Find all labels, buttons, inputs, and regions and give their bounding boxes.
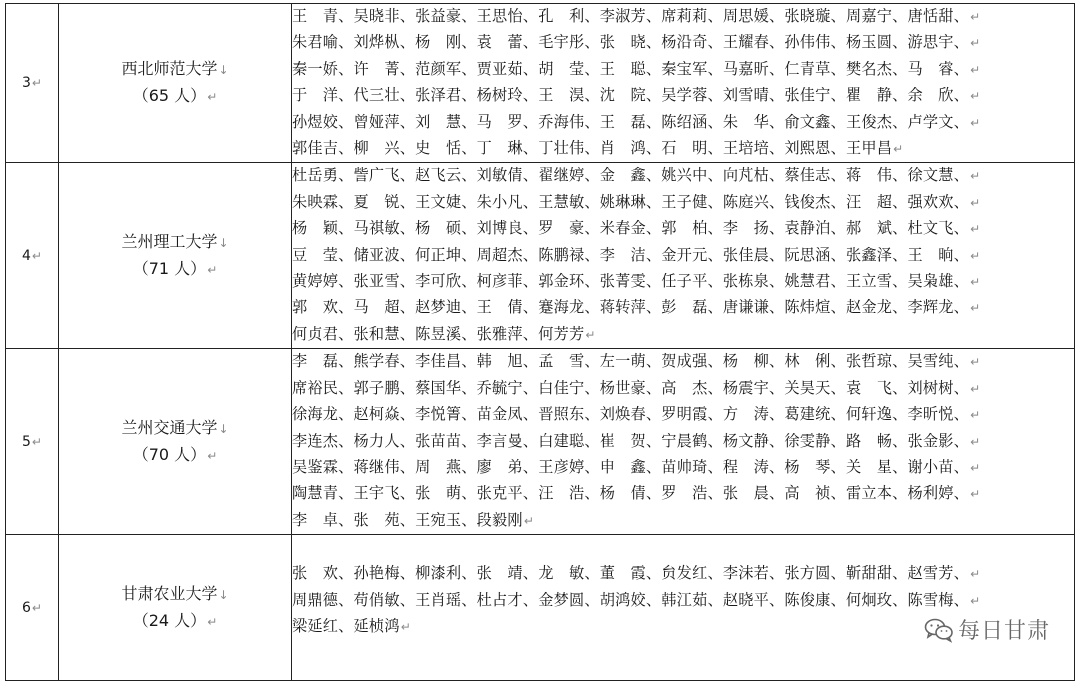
paragraph-mark: ↵ <box>970 222 981 237</box>
paragraph-mark: ↵ <box>585 327 596 342</box>
names-text: 豆 莹、储亚波、何正坤、周超杰、陈鹏禄、李 洁、金开元、张佳晨、阮思涵、张鑫泽、王 晌、 <box>292 245 970 264</box>
paragraph-mark: ↵ <box>970 248 981 263</box>
paragraph-mark: ↵ <box>970 381 981 396</box>
names-text: 席裕民、郭子鹏、蔡国华、乔毓宁、白佳宁、杨世豪、高 杰、杨震宇、关昊天、袁 飞、刘树树、 <box>292 378 970 397</box>
table-row <box>6 163 1075 349</box>
paragraph-mark: ↵ <box>207 614 218 629</box>
paragraph-mark: ↵ <box>970 460 981 475</box>
paragraph-mark: ↵ <box>970 301 981 316</box>
paragraph-mark: ↵ <box>970 434 981 449</box>
university-cell <box>59 163 292 349</box>
paragraph-mark: ↵ <box>970 355 981 370</box>
names-line <box>292 110 1074 136</box>
names-line <box>292 481 1074 507</box>
names-cell <box>292 349 1075 535</box>
names-text: 孙煜姣、曾娅萍、刘 慧、马 罗、乔海伟、王 磊、陈绍涵、朱 华、俞文鑫、王俊杰、卢学文、 <box>292 112 970 131</box>
paragraph-mark: ↵ <box>31 248 42 263</box>
wechat-icon <box>924 617 954 643</box>
paragraph-mark: ↵ <box>970 408 981 423</box>
names-text: 李连杰、杨力人、张苗苗、李言曼、白建聪、崔 贺、宁晨鹤、杨文静、徐雯静、路 畅、张金影、 <box>292 431 970 450</box>
row-number-cell <box>6 4 59 163</box>
student-count: （71 人） <box>132 258 207 278</box>
names-text: 朱君喻、刘烨枞、杨 刚、袁 蕾、毛宇彤、张 晓、杨沿奇、王耀春、孙伟伟、杨玉圆、游思宇、 <box>292 33 970 52</box>
paragraph-mark: ↵ <box>523 513 535 528</box>
paragraph-mark: ↵ <box>893 142 904 157</box>
paragraph-mark: ↵ <box>207 448 218 463</box>
university-name: 兰州理工大学 <box>121 231 218 251</box>
names-text: 王 青、吴晓非、张益豪、王思怡、孔 利、李淑芳、席莉莉、周思媛、张晓璇、周嘉宁、唐恬甜、 <box>292 7 970 25</box>
row-number: 3 <box>22 75 31 92</box>
paragraph-mark: ↵ <box>31 434 42 449</box>
names-text: 秦一娇、许 菁、范颜军、贾亚茹、胡 莹、王 聪、秦宝军、马嘉昕、仁青草、樊名杰、马 睿、 <box>292 59 970 78</box>
names-text: 徐海龙、赵柯焱、李悦箐、苗金凤、晋照东、刘焕春、罗明霞、方 涛、葛建统、何轩逸、李昕悦、 <box>292 405 970 424</box>
university-cell <box>59 4 292 163</box>
paragraph-mark: ↵ <box>970 10 981 24</box>
paragraph-mark: ↵ <box>400 619 411 634</box>
table-row <box>6 535 1075 681</box>
line-break-mark: ↓ <box>218 63 229 78</box>
names-line <box>292 4 1074 30</box>
names-text: 吴鉴霖、蒋继伟、周 燕、廖 弟、王彦婷、申 鑫、苗帅琦、程 涛、杨 琴、关 星、谢小苗、 <box>292 457 970 476</box>
student-count: （70 人） <box>132 444 207 464</box>
names-line <box>292 588 1074 614</box>
row-number-cell <box>6 535 59 681</box>
university-name: 兰州交通大学 <box>121 417 218 437</box>
university-cell <box>59 349 292 535</box>
names-line <box>292 57 1074 83</box>
names-line <box>292 295 1074 321</box>
names-cell <box>292 535 1075 681</box>
row-number: 6 <box>22 599 31 616</box>
university-name: 西北师范大学 <box>121 59 218 79</box>
names-line <box>292 190 1074 216</box>
watermark-text: 每日甘肃 <box>957 619 1050 644</box>
names-text: 周鼎德、苟俏敏、王肖瑶、杜占才、金梦圆、胡鸿姣、韩江茹、赵晓平、陈俊康、何炯玫、陈雪梅、 <box>292 590 970 609</box>
paragraph-mark: ↵ <box>31 76 42 91</box>
student-count: （24 人） <box>132 610 207 630</box>
names-text: 杨 颖、马祺敏、杨 硕、刘博良、罗 豪、米春金、郭 柏、李 扬、袁静泊、郝 斌、杜文飞、 <box>292 219 970 238</box>
paragraph-mark: ↵ <box>970 593 981 608</box>
university-name: 甘肃农业大学 <box>121 583 218 603</box>
row-number: 4 <box>22 247 31 264</box>
names-text: 梁延红、延桢鸿 <box>292 616 400 635</box>
university-cell <box>59 535 292 681</box>
paragraph-mark: ↵ <box>207 90 218 105</box>
names-text: 郭佳吉、柳 兴、史 恬、丁 琳、丁壮伟、肖 鸿、石 明、王培培、刘熙恩、王甲昌 <box>292 139 893 158</box>
watermark <box>924 614 1050 645</box>
line-break-mark: ↓ <box>218 235 229 250</box>
paragraph-mark: ↵ <box>207 262 218 277</box>
paragraph-mark: ↵ <box>970 115 981 130</box>
names-cell <box>292 163 1075 349</box>
row-number: 5 <box>22 433 31 450</box>
paragraph-mark: ↵ <box>970 62 981 77</box>
roster-table <box>5 3 1075 681</box>
roster-body <box>6 4 1075 681</box>
names-line <box>292 83 1074 109</box>
names-text: 于 洋、代三壮、张泽君、杨树玲、王 淏、沈 院、吴学蓉、刘雪晴、张佳宁、瞿 静、余 欣、 <box>292 86 970 105</box>
row-number-cell <box>6 349 59 535</box>
names-line <box>292 349 1074 375</box>
names-text: 何贞君、张和慧、陈昱溪、张雅萍、何芳芳 <box>292 324 585 343</box>
row-number-cell <box>6 163 59 349</box>
names-text: 张 欢、孙艳梅、柳漆利、张 靖、龙 敏、董 霞、贠发红、李沫若、张方圆、靳甜甜、赵雪芳、 <box>292 564 970 583</box>
names-line <box>292 322 1074 348</box>
names-text: 李 卓、张 苑、王宛玉、段毅刚 <box>292 510 523 529</box>
names-text: 朱映霖、夏 锐、王文婕、朱小凡、王慧敏、姚琳琳、王子健、陈庭兴、钱俊杰、汪 超、强欢欢、 <box>292 192 970 211</box>
paragraph-mark: ↵ <box>970 195 981 210</box>
student-count: （65 人） <box>132 86 207 106</box>
names-line <box>292 455 1074 481</box>
names-line <box>292 30 1074 56</box>
names-line <box>292 216 1074 242</box>
names-text: 陶慧青、王宇飞、张 萌、张克平、汪 浩、杨 倩、罗 浩、张 晨、高 祯、雷立本、杨利婷、 <box>292 484 970 503</box>
line-break-mark: ↓ <box>218 421 229 436</box>
names-line <box>292 508 1074 534</box>
names-text: 杜岳勇、訾广飞、赵飞云、刘敏倩、翟继婷、金 鑫、姚兴中、向芃枯、蔡佳志、蒋 伟、徐文慧、 <box>292 166 970 185</box>
names-line <box>292 429 1074 455</box>
paragraph-mark: ↵ <box>970 169 981 184</box>
names-text: 郭 欢、马 超、赵梦迪、王 倩、蹇海龙、蒋转萍、彭 磊、唐谦谦、陈炜煊、赵金龙、李辉龙、 <box>292 298 970 317</box>
paragraph-mark: ↵ <box>970 275 981 290</box>
paragraph-mark: ↵ <box>970 89 981 104</box>
paragraph-mark: ↵ <box>970 36 981 51</box>
names-text: 黄婷婷、张亚雪、李可欣、柯彦菲、郭金环、张菁雯、任子平、张栋泉、姚慧君、王立雪、吴枭雄、 <box>292 272 970 291</box>
paragraph-mark: ↵ <box>970 567 981 582</box>
names-line <box>292 136 1074 162</box>
names-cell <box>292 4 1075 163</box>
names-text: 李 磊、熊学春、李佳昌、韩 旭、孟 雪、左一萌、贺成强、杨 柳、林 俐、张哲琼、吴雪纯、 <box>292 352 970 371</box>
paragraph-mark: ↵ <box>970 487 981 502</box>
paragraph-mark: ↵ <box>31 600 42 615</box>
names-line <box>292 402 1074 428</box>
names-line <box>292 243 1074 269</box>
line-break-mark: ↓ <box>218 587 229 602</box>
names-line <box>292 376 1074 402</box>
table-row <box>6 349 1075 535</box>
names-line <box>292 269 1074 295</box>
table-row <box>6 4 1075 163</box>
names-line <box>292 561 1074 587</box>
names-line <box>292 163 1074 189</box>
